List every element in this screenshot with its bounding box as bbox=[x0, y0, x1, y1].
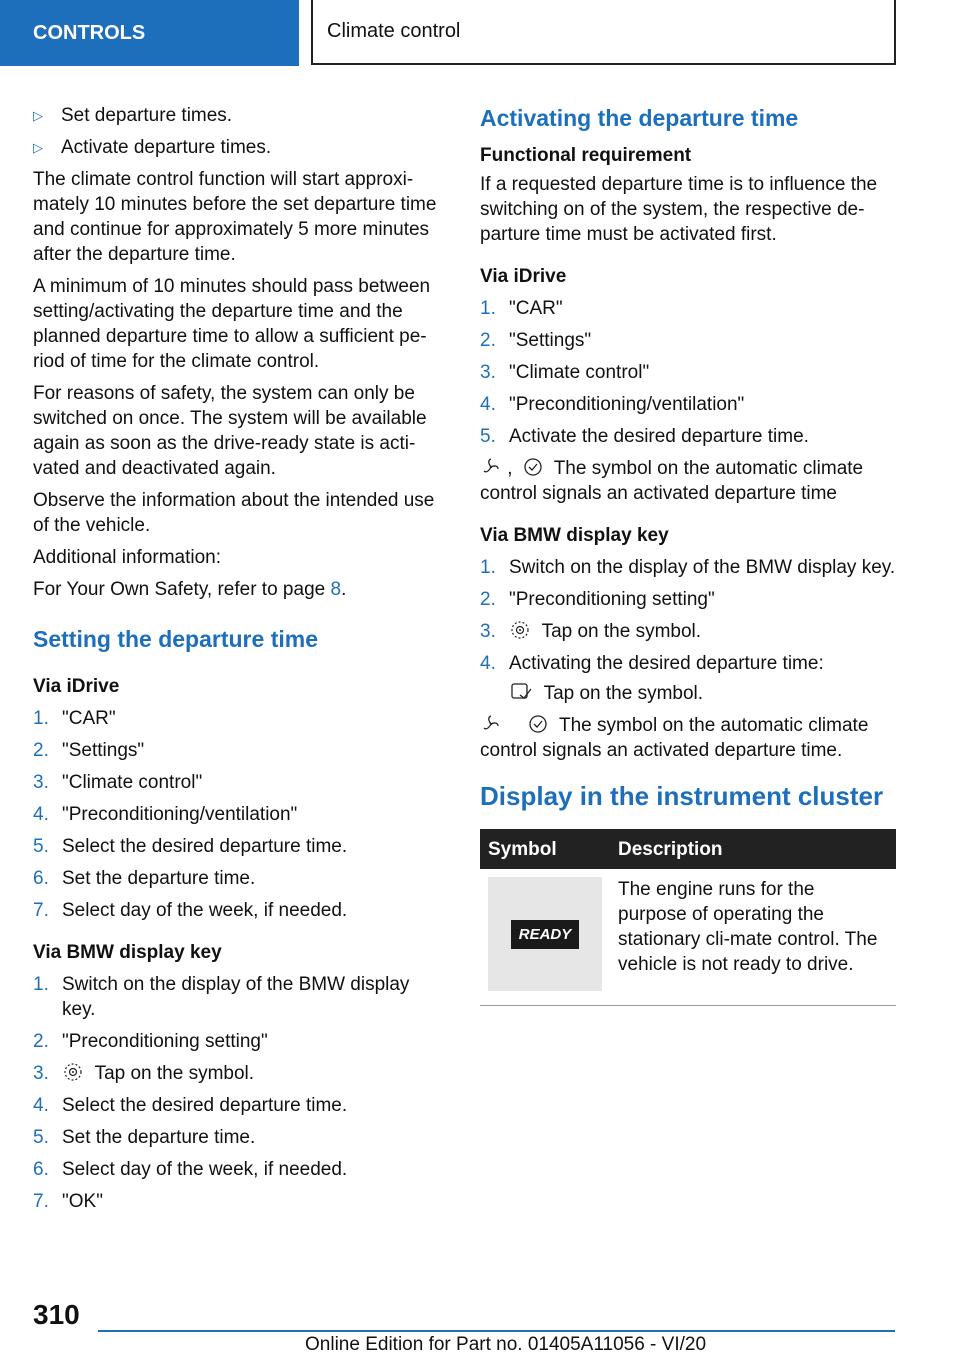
key-steps-list bbox=[33, 972, 445, 1214]
step-content bbox=[62, 1061, 254, 1086]
subheading-requirement: Functional requirement bbox=[480, 145, 692, 166]
paragraph: The climate control function will start approxi-mately 10 minutes before the set departure time and continue for approximately 5 more minutes after the departure time. bbox=[33, 169, 437, 265]
idrive-steps-list bbox=[33, 706, 445, 923]
list-item bbox=[33, 1029, 445, 1054]
list-item bbox=[480, 424, 896, 449]
ready-symbol-image bbox=[488, 877, 602, 991]
fan-icon bbox=[480, 457, 502, 477]
list-item bbox=[33, 103, 445, 128]
table-row bbox=[480, 869, 896, 1006]
section-tab bbox=[0, 0, 299, 66]
paragraph: If a requested departure time is to influence the switching on of the system, the respective de-parture time must be activated first. bbox=[480, 174, 878, 245]
heading-activating-departure: Activating the departure time bbox=[480, 105, 799, 131]
subheading-display-key: Via BMW display key bbox=[33, 942, 222, 963]
step-number: 2. bbox=[480, 330, 496, 351]
step-number: 5. bbox=[33, 836, 49, 857]
step-text: Set the departure time. bbox=[62, 868, 256, 889]
bullet-text: Activate departure times. bbox=[61, 137, 272, 158]
list-item bbox=[480, 619, 896, 644]
step-number: 3. bbox=[480, 621, 496, 642]
subheading-idrive: Via iDrive bbox=[33, 676, 120, 697]
step-text: "CAR" bbox=[62, 708, 116, 729]
step-number: 4. bbox=[480, 394, 496, 415]
list-item bbox=[33, 1125, 445, 1150]
triangle-bullet-icon: ▷ bbox=[33, 108, 43, 123]
step-number: 4. bbox=[33, 804, 49, 825]
ready-icon: READY bbox=[511, 920, 580, 949]
step-text: "Settings" bbox=[509, 330, 592, 351]
checkbox-icon bbox=[509, 680, 533, 702]
step-number: 5. bbox=[33, 1127, 49, 1148]
step-text: Tap on the symbol. bbox=[541, 621, 702, 642]
step-text: Switch on the display of the BMW display key. bbox=[62, 974, 410, 1020]
step-number: 6. bbox=[33, 1159, 49, 1180]
step-number: 3. bbox=[33, 1063, 49, 1084]
heading-setting-departure: Setting the departure time bbox=[33, 626, 318, 652]
chapter-header bbox=[311, 0, 896, 65]
symbol-note bbox=[480, 456, 896, 506]
step-text: "Settings" bbox=[62, 740, 145, 761]
subheading-idrive: Via iDrive bbox=[480, 266, 567, 287]
page-link[interactable]: 8 bbox=[330, 579, 342, 600]
right-column bbox=[480, 103, 896, 1006]
step-number: 2. bbox=[33, 740, 49, 761]
step-number: 1. bbox=[33, 708, 49, 729]
list-item bbox=[33, 802, 445, 827]
step-number: 1. bbox=[480, 298, 496, 319]
step-text: "Climate control" bbox=[509, 362, 650, 383]
step-number: 4. bbox=[480, 653, 496, 674]
list-item bbox=[33, 1061, 445, 1086]
step-text: Select day of the week, if needed. bbox=[62, 1159, 348, 1180]
list-item bbox=[480, 651, 896, 676]
safety-reference bbox=[33, 577, 445, 602]
paragraph: Observe the information about the intended use of the vehicle. bbox=[33, 490, 435, 536]
list-item bbox=[33, 1189, 445, 1214]
list-item bbox=[33, 866, 445, 891]
column-header: Description bbox=[610, 829, 896, 869]
step-text: "Preconditioning setting" bbox=[509, 589, 715, 610]
list-item bbox=[33, 972, 445, 1022]
description-cell: The engine runs for the purpose of operating the stationary cli-mate control. The vehicle is not ready to drive. bbox=[610, 869, 896, 1006]
symbol-table bbox=[480, 829, 896, 1006]
list-item bbox=[480, 328, 896, 353]
fan-setting-icon bbox=[509, 620, 531, 640]
list-item bbox=[33, 738, 445, 763]
paragraph: For reasons of safety, the system can only be switched on once. The system will be available again as soon as the drive-ready state is acti-vated and deactivated again. bbox=[33, 383, 427, 479]
step-text: Set the departure time. bbox=[62, 1127, 256, 1148]
step-text: "CAR" bbox=[509, 298, 563, 319]
paragraph: A minimum of 10 minutes should pass between setting/activating the departure time and the planned departure time to allow a sufficient pe-riod of time for the climate control. bbox=[33, 276, 431, 372]
step-number: 4. bbox=[33, 1095, 49, 1116]
step-text: Tap on the symbol. bbox=[543, 683, 704, 704]
step-text: Tap on the symbol. bbox=[94, 1063, 255, 1084]
paragraph: Additional information: bbox=[33, 547, 221, 568]
symbol-cell bbox=[480, 869, 610, 1006]
heading-instrument-cluster: Display in the instrument cluster bbox=[480, 781, 884, 811]
list-item bbox=[480, 587, 896, 612]
step-text: Select the desired departure time. bbox=[62, 836, 348, 857]
step-number: 2. bbox=[33, 1031, 49, 1052]
section-label: CONTROLS bbox=[33, 22, 146, 44]
checkmark-circle-icon bbox=[528, 714, 548, 734]
chapter-title: Climate control bbox=[327, 20, 461, 42]
list-item bbox=[33, 834, 445, 859]
idrive-steps-list bbox=[480, 296, 896, 449]
column-header: Symbol bbox=[480, 829, 610, 869]
page-number: 310 bbox=[33, 1299, 80, 1330]
symbol-text: The symbol on the automatic climate control signals an activated departure time bbox=[480, 458, 864, 504]
step-subinstruction bbox=[480, 680, 896, 706]
step-number: 3. bbox=[480, 362, 496, 383]
step-text: "Climate control" bbox=[62, 772, 203, 793]
list-item bbox=[33, 770, 445, 795]
bullet-text: Set departure times. bbox=[61, 105, 233, 126]
list-item bbox=[480, 360, 896, 385]
step-text: "Preconditioning/ventilation" bbox=[62, 804, 298, 825]
step-number: 6. bbox=[33, 868, 49, 889]
triangle-bullet-icon: ▷ bbox=[33, 140, 43, 155]
step-number: 1. bbox=[33, 974, 49, 995]
step-text: Select day of the week, if needed. bbox=[62, 900, 348, 921]
left-column bbox=[33, 103, 445, 1221]
step-number: 7. bbox=[33, 900, 49, 921]
fan-icon bbox=[480, 714, 502, 734]
step-text: "OK" bbox=[62, 1191, 103, 1212]
list-item bbox=[33, 898, 445, 923]
symbol-text: The symbol on the automatic climate control signals an activated departure time. bbox=[480, 715, 869, 761]
step-number: 5. bbox=[480, 426, 496, 447]
step-text: Switch on the display of the BMW display key. bbox=[509, 557, 896, 578]
step-number: 2. bbox=[480, 589, 496, 610]
safety-text: For Your Own Safety, refer to page bbox=[33, 579, 331, 600]
list-item bbox=[480, 392, 896, 417]
fan-setting-icon bbox=[62, 1062, 84, 1082]
key-steps-list bbox=[480, 555, 896, 676]
checkmark-circle-icon bbox=[523, 457, 543, 477]
step-text: "Preconditioning/ventilation" bbox=[509, 394, 745, 415]
list-item bbox=[33, 135, 445, 160]
step-number: 1. bbox=[480, 557, 496, 578]
edition-footer: Online Edition for Part no. 01405A11056 - VI/20 bbox=[305, 1334, 707, 1355]
list-item bbox=[480, 296, 896, 321]
step-text: Activating the desired departure time: bbox=[509, 653, 824, 674]
list-item bbox=[33, 706, 445, 731]
step-number: 3. bbox=[33, 772, 49, 793]
list-item bbox=[33, 1157, 445, 1182]
list-item bbox=[33, 1093, 445, 1118]
step-text: "Preconditioning setting" bbox=[62, 1031, 268, 1052]
step-number: 7. bbox=[33, 1191, 49, 1212]
subheading-display-key: Via BMW display key bbox=[480, 525, 669, 546]
step-content bbox=[509, 619, 701, 644]
list-item bbox=[480, 555, 896, 580]
table-header-row bbox=[480, 829, 896, 869]
symbol-comma: , bbox=[507, 458, 513, 479]
safety-suffix: . bbox=[341, 579, 347, 600]
step-text: Select the desired departure time. bbox=[62, 1095, 348, 1116]
symbol-note bbox=[480, 713, 896, 763]
step-text: Activate the desired departure time. bbox=[509, 426, 809, 447]
